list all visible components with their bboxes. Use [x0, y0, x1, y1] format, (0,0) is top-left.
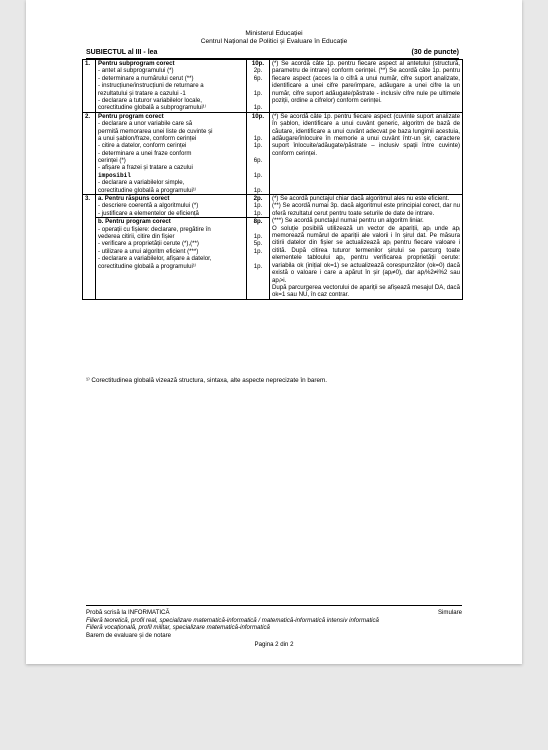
criteria-line: - determinare a numărului cerut (**): [98, 74, 194, 82]
points-cell: [247, 195, 270, 300]
subject-title: SUBIECTUL al III - lea: [86, 49, 158, 56]
footer-barem: Barem de evaluare și de notare: [86, 631, 172, 639]
note-paragraph: (***) Se acordă punctajul numai pentru un algoritm liniar.: [272, 217, 424, 225]
footer-exam-title: Probă scrisă la INFORMATICĂ: [86, 609, 170, 616]
points-value: 1p.: [253, 209, 263, 217]
criteria-line: - declarare a unor variabile care să: [98, 120, 193, 128]
criteria-line: - verificare a proprietății cerute (*),(**): [98, 240, 199, 248]
criteria-line: imposibil: [98, 171, 131, 179]
item-number: 3.: [83, 195, 96, 300]
footnote: ¹⁾ Corectitudinea globală vizează structura, sintaxa, alte aspecte neprecizate în barem.: [86, 377, 327, 384]
page-number: Pagina 2 din 2: [254, 641, 294, 649]
criteria-line: - instrucțiune/instrucțiuni de returnare a: [98, 82, 204, 90]
points-value: 1p.: [253, 104, 263, 112]
criteria-line: - utilizare a unui algoritm eficient (***): [98, 247, 199, 255]
criteria-line: vederea citirii, citire din fișier: [98, 232, 175, 240]
points-value: 1p.: [253, 186, 263, 194]
table-row: [83, 195, 463, 300]
header-ministry: Ministerul Educației: [245, 30, 303, 37]
points-value: 1p.: [253, 202, 263, 210]
table-row: [83, 60, 463, 113]
criteria-line: a unui șablon/fraze, conform cerinței: [98, 134, 197, 142]
page-footer: [86, 605, 462, 649]
points-value: [249, 150, 267, 157]
points-value: 2p.: [253, 67, 263, 75]
points-value: 1p.: [253, 89, 263, 97]
criteria-line: b. Pentru program corect: [98, 218, 171, 226]
criteria-line: - declarare a variabilelor simple,: [98, 179, 185, 187]
points-value: 8p.: [253, 218, 263, 226]
subject-points: (30 de puncte): [411, 49, 459, 56]
points-value: 1p.: [253, 171, 263, 179]
criteria-cell: [96, 195, 247, 300]
points-value: [249, 164, 267, 171]
points-value: [249, 82, 267, 89]
footer-simulare: Simulare: [437, 609, 462, 616]
criteria-line: - descriere coerentă a algoritmului (*): [98, 202, 199, 210]
points-value: [249, 226, 267, 233]
criteria-line: - determinare a unei fraze conform: [98, 149, 192, 157]
points-value: 6p.: [253, 74, 263, 82]
table-row: [83, 112, 463, 194]
notes-cell: (*) Se acordă câte 1p. pentru fiecare aspect al antetului (structură, parametru de intrare) conform cerinței. (**) Se acordă câte 1p. pentru fiecare aspect (acces la o cifră a unui număr, cifre suport analizate, identificare a unei cifre pare/impare, adăugare a unei cifre la un număr, cifre suport adăugate/păstrate - inclusiv cifre nule pe ultimele poziții, ordine a cifrelor) conform cerinței.: [270, 60, 463, 113]
part-b-points: [247, 217, 269, 270]
points-value: 6p.: [253, 157, 263, 165]
criteria-line: corectitudine globală a programului¹⁾: [98, 262, 197, 270]
note-paragraph: O soluție posibilă utilizează un vector de apariții, apᵢ unde apᵢ memorează numărul de apariții ale valorii i în șirul dat. Pe măsura citirii datelor din fișier se actualizează apᵢ pentru fiecare valoare i citită. După citirea tuturor termenilor șirului se parcurg toate elementele tabloului apᵢ, pentru verificarea proprietății cerute: variabila ok (inițial ok=1) se actualizează corespunzător (ok=0) dacă există o valoare i care a apărut în șir (apᵢ≠0), dar apᵢ%2≠i%2 sau apᵢ>i.: [272, 224, 460, 284]
item-number: 2.: [83, 112, 96, 194]
points-value: 1p.: [253, 142, 263, 150]
criteria-line: corectitudine globală a subprogramului¹⁾: [98, 104, 207, 112]
criteria-line: rezultatului și tratare a cazului -1: [98, 89, 186, 97]
points-value: 1p.: [253, 262, 263, 270]
points-cell: [247, 112, 270, 194]
points-value: 10p.: [251, 60, 265, 67]
criteria-cell: [96, 112, 247, 194]
points-cell: [247, 60, 270, 113]
points-value: 2p.: [253, 195, 263, 203]
points-value: [249, 120, 267, 127]
ministry-header: [26, 30, 522, 46]
footer-track-1: Filieră teoretică, profil real, specializare matematică-informatică / matematică-informatică intensiv informatică: [86, 616, 379, 624]
points-value: 5p.: [253, 240, 263, 248]
criteria-line: - declarare a variabilelor, afișare a datelor,: [98, 255, 212, 263]
criteria-line: Pentru program corect: [98, 112, 164, 120]
header-center: Centrul Național de Politici și Evaluare în Educație: [200, 38, 348, 46]
points-value: 1p.: [253, 134, 263, 142]
item-number: 1.: [83, 60, 96, 113]
criteria-line: corectitudine globală a programului¹⁾: [98, 186, 197, 194]
criteria-cell: [96, 60, 247, 113]
criteria-line: a. Pentru răspuns corect: [98, 195, 170, 203]
grading-table: [82, 59, 463, 300]
criteria-line: - operații cu fișiere: declarare, pregătire în: [98, 225, 211, 233]
note-paragraph: (**) Se acordă numai 3p. dacă algoritmul este principial corect, dar nu oferă rezultatul cerut pentru toate seturile de date de intrare.: [272, 202, 460, 217]
criteria-line: - citire a datelor, conform cerinței: [98, 142, 187, 150]
note-paragraph: (*) Se acordă punctajul chiar dacă algoritmul ales nu este eficient.: [272, 195, 450, 203]
footer-track-2: Filieră vocațională, profil militar, specializare matematică-informatică: [86, 624, 270, 632]
points-value: [249, 179, 267, 186]
document-page: [26, 0, 522, 664]
criteria-line: - antet al subprogramului (*): [98, 67, 174, 75]
points-value: [249, 255, 267, 262]
criteria-line: - justificare a elementelor de eficiență: [98, 209, 199, 217]
criteria-line: cerinței (*): [98, 157, 126, 165]
note-paragraph: După parcurgerea vectorului de apariții se afișează mesajul DA, dacă ok=1 sau NU, în caz contrar.: [272, 283, 460, 299]
points-value: 1p.: [253, 247, 263, 255]
criteria-line: permită memorarea unei liste de cuvinte și: [98, 127, 213, 135]
points-value: 1p.: [253, 232, 263, 240]
part-b-block: [96, 217, 246, 270]
notes-cell: (*) Se acordă câte 1p. pentru fiecare aspect (cuvinte suport analizate în șablon, identificare a unui cuvânt generic, algoritm de bază de căutare, identificare a unui cuvânt adecvat pe baza lungimii acestuia, adăugare/înlocuire în memorie a unui cuvânt într-un șir, caractere suport înlocuite/adăugate/păstrate – inclusiv spații între cuvinte) conform cerinței.: [270, 112, 463, 194]
notes-cell: [270, 195, 463, 300]
criteria-line: Pentru subprogram corect: [98, 60, 175, 67]
points-value: [249, 97, 267, 104]
points-value: 10p.: [251, 112, 265, 120]
subject-heading: [86, 49, 459, 59]
points-value: [249, 128, 267, 135]
criteria-line: - declarare a tuturor variabilelor locale,: [98, 96, 202, 104]
criteria-line: - afișare a frazei și tratare a cazului: [98, 164, 193, 172]
